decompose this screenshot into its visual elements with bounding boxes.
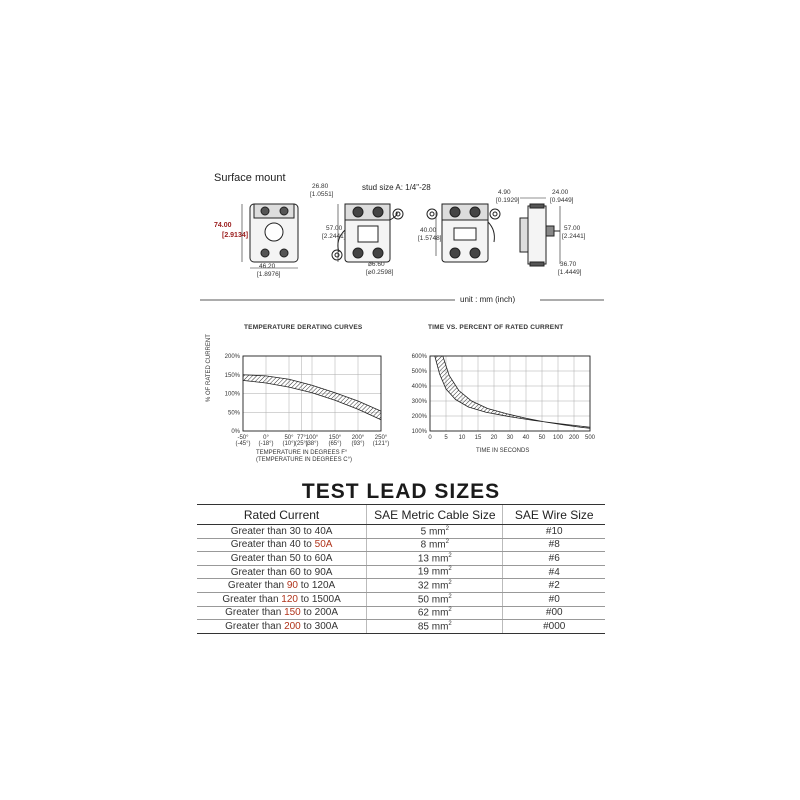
section-title: Surface mount — [214, 172, 286, 184]
table-row — [197, 552, 605, 566]
cell-rated-current: Greater than 200 to 300A — [197, 620, 367, 634]
table-row — [197, 579, 605, 593]
table-title: TEST LEAD SIZES — [301, 480, 501, 503]
header-metric-cable: SAE Metric Cable Size — [367, 505, 503, 525]
table-row — [197, 565, 605, 579]
cell-metric-cable: 13 $mm^2$ — [367, 552, 503, 566]
y-tick-label: 500% — [411, 369, 427, 375]
x-tick-label: 50° — [284, 435, 294, 441]
dim-hole-mm: ⌀6.60 — [368, 261, 385, 268]
x-tick-label: 30 — [506, 435, 514, 441]
x-tick-label: 150° — [328, 435, 342, 441]
x-tick-label: 250° — [374, 435, 388, 441]
x-tick-label-c: (-45°) — [235, 441, 251, 447]
x-tick-label: 100° — [305, 435, 319, 441]
dim-inner-in: [1.5748] — [418, 235, 442, 242]
dim-side-h-mm: 57.00 — [564, 225, 581, 232]
cell-rated-current: Greater than 50 to 60A — [197, 552, 367, 566]
y-tick-label: 300% — [411, 399, 427, 405]
cell-wire-size: #10 — [503, 525, 605, 539]
x-tick-label: -50° — [237, 435, 249, 441]
stud-size-label: stud size A: 1/4"-28 — [362, 183, 431, 192]
dim-side-base-mm: 36.70 — [560, 261, 577, 268]
dim-side-h-in: [2.2441] — [562, 233, 586, 240]
x-tick-label-c: (38°) — [305, 441, 319, 447]
dim-top-mm: 26.80 — [312, 183, 329, 190]
cell-wire-size: #8 — [503, 538, 605, 552]
dim-hole-in: [⌀0.2598] — [366, 269, 394, 276]
cell-wire-size: #4 — [503, 565, 605, 579]
dim-side-top-in: [0.1929] — [496, 197, 520, 204]
x-tick-label: 15 — [474, 435, 482, 441]
temperature-derating-chart — [225, 354, 390, 447]
cell-rated-current: Greater than 40 to 50A — [197, 538, 367, 552]
table-row — [197, 592, 605, 606]
y-tick-label: 200% — [224, 354, 240, 360]
x-tick-label: 0° — [263, 435, 269, 441]
cell-metric-cable: 8 $mm^2$ — [367, 538, 503, 552]
dim-inner-mm: 40.00 — [420, 227, 437, 234]
cell-metric-cable: 50 $mm^2$ — [367, 592, 503, 606]
cell-rated-current: Greater than 120 to 1500A — [197, 592, 367, 606]
units-label: unit : mm (inch) — [460, 295, 516, 304]
cell-wire-size: #6 — [503, 552, 605, 566]
cell-metric-cable: 19 $mm^2$ — [367, 565, 503, 579]
y-tick-label: 150% — [224, 372, 240, 379]
table-row — [197, 606, 605, 620]
x-tick-label: 5 — [444, 435, 448, 441]
cell-metric-cable: 85 $mm^2$ — [367, 620, 503, 634]
x-tick-label-c: (25°) — [294, 441, 308, 447]
x-tick-label: 77° — [296, 435, 306, 441]
x-tick-label: 200° — [351, 435, 365, 441]
x-tick-label: 40 — [522, 435, 530, 441]
x-tick-label: 0 — [428, 435, 432, 441]
x-tick-label-c: (65°) — [328, 441, 342, 447]
cell-metric-cable: 62 $mm^2$ — [367, 606, 503, 620]
chart2-xlabel: TIME IN SECONDS — [476, 448, 530, 454]
cell-rated-current: Greater than 150 to 200A — [197, 606, 367, 620]
dim-side-w-mm: 24.00 — [552, 189, 569, 196]
y-tick-label: 600% — [411, 354, 427, 360]
cell-wire-size: #2 — [503, 579, 605, 593]
chart1-ylabel: % OF RATED CURRENT — [206, 334, 212, 402]
dim-top-in: [1.0551] — [310, 191, 334, 198]
cell-rated-current: Greater than 60 to 90A — [197, 565, 367, 579]
y-tick-label: 50% — [227, 410, 240, 417]
cell-rated-current: Greater than 30 to 40A — [197, 525, 367, 539]
chart1-title: TEMPERATURE DERATING CURVES — [244, 324, 363, 331]
header-wire-size: SAE Wire Size — [503, 505, 605, 525]
table-row — [197, 525, 605, 539]
dim-side-w-in: [0.9449] — [550, 197, 574, 204]
header-rated-current: Rated Current — [197, 505, 367, 525]
dim-side-base-in: [1.4449] — [558, 269, 582, 276]
dim-height-in: [2.9134] — [222, 232, 249, 239]
cell-metric-cable: 5 $mm^2$ — [367, 525, 503, 539]
x-tick-label-c: (93°) — [351, 441, 365, 447]
x-tick-label-c: (-18°) — [258, 441, 274, 447]
x-tick-label: 200 — [568, 435, 580, 441]
y-tick-label: 200% — [411, 414, 427, 420]
y-tick-label: 100% — [224, 391, 240, 398]
x-tick-label: 50 — [538, 435, 546, 441]
y-tick-label: 400% — [411, 384, 427, 390]
table-header-row — [197, 505, 605, 525]
cell-wire-size: #000 — [503, 620, 605, 634]
table-row — [197, 620, 605, 634]
dim-mid-h-mm: 57.00 — [326, 225, 343, 232]
cell-metric-cable: 32 $mm^2$ — [367, 579, 503, 593]
chart1-xlabel2: (TEMPERATURE IN DEGREES C°) — [256, 457, 352, 463]
dim-mid-h-in: [2.2441] — [322, 233, 346, 240]
dim-height-mm: 74.00 — [214, 222, 232, 229]
cell-wire-size: #0 — [503, 592, 605, 606]
x-tick-label: 10 — [458, 435, 466, 441]
chart2-title: TIME VS. PERCENT OF RATED CURRENT — [428, 324, 564, 331]
cell-rated-current: Greater than 90 to 120A — [197, 579, 367, 593]
test-lead-sizes-table — [197, 480, 605, 634]
x-tick-label: 20 — [490, 435, 498, 441]
time-vs-current-chart — [412, 354, 596, 441]
x-tick-label-c: (10°) — [282, 441, 296, 447]
x-tick-label: 100 — [552, 435, 564, 441]
table-row — [197, 538, 605, 552]
y-tick-label: 100% — [411, 429, 427, 435]
x-tick-label-c: (121°) — [372, 441, 390, 447]
trip-band — [435, 356, 590, 428]
dim-side-top-mm: 4.90 — [498, 189, 511, 196]
chart1-xlabel: TEMPERATURE IN DEGREES F° — [256, 450, 348, 456]
y-tick-label: 0% — [231, 429, 240, 435]
dim-width-in: [1.8976] — [257, 271, 281, 278]
cell-wire-size: #00 — [503, 606, 605, 620]
dim-width-mm: 46.20 — [259, 263, 276, 270]
x-tick-label: 500 — [584, 435, 596, 441]
